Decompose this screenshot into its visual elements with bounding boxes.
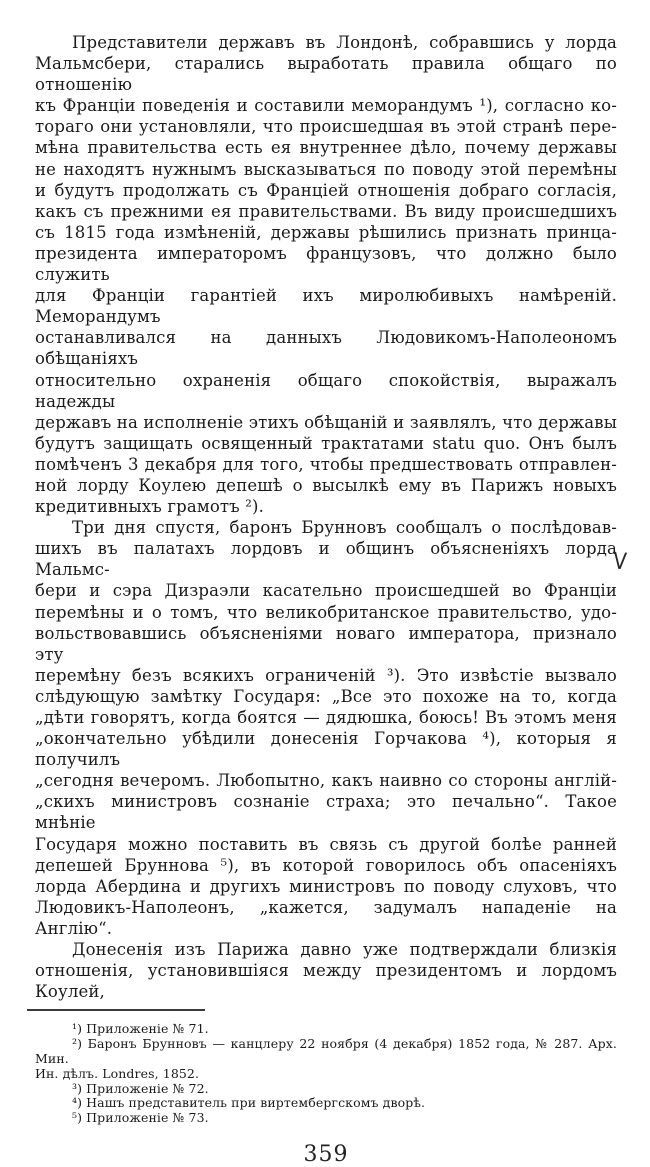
text-line: „скихъ министровъ сознаніе страха; это печально“. Такое мнѣніе bbox=[35, 792, 617, 833]
text-line: „окончательно убѣдили донесенія Горчакова ⁴), которыя я получилъ bbox=[35, 729, 617, 770]
text-line: Представители державъ въ Лондонѣ, собравшись у лорда bbox=[72, 33, 617, 52]
paragraph-3 bbox=[35, 939, 617, 1002]
text-line: ной лорду Коулею депешѣ о высылкѣ ему въ Парижъ новыхъ bbox=[35, 475, 617, 495]
text-line: депешей Бруннова ⁵), въ которой говорилось объ опасеніяхъ bbox=[35, 855, 617, 875]
text-line: вольствовавшись объясненіями новаго императора, признало эту bbox=[35, 623, 617, 664]
text-line: кредитивныхъ грамотъ ²). bbox=[35, 497, 264, 517]
text-line: Государя можно поставить въ связь съ другой болѣе ранней bbox=[35, 834, 617, 854]
text-line: Людовикъ-Наполеонъ, „кажется, задумалъ нападеніе на Англію“. bbox=[35, 897, 617, 938]
text-line: мѣна правительства есть ея внутреннее дѣло, почему державы bbox=[35, 138, 617, 158]
paragraph-1 bbox=[35, 32, 617, 517]
text-line: будутъ защищать освященный трактатами statu quo. Онъ былъ bbox=[35, 433, 617, 453]
text-line: державъ на исполненіе этихъ обѣщаній и заявлялъ, что державы bbox=[35, 412, 617, 432]
margin-checkmark: V bbox=[612, 548, 628, 576]
footnotes bbox=[35, 1022, 617, 1126]
text-line: отношенія, установившіяся между президентомъ и лордомъ Коулей, bbox=[35, 961, 617, 1002]
text-line: перемѣну безъ всякихъ ограниченій ³). Это извѣстіе вызвало bbox=[35, 665, 617, 685]
text-block bbox=[35, 32, 617, 1167]
text-line: останавливался на данныхъ Людовикомъ-Наполеономъ обѣщаніяхъ bbox=[35, 328, 617, 369]
text-line: Мальмсбери, старались выработать правила общаго по отношенію bbox=[35, 54, 617, 95]
text-line: Донесенія изъ Парижа давно уже подтверждали близкія bbox=[72, 940, 617, 960]
text-line: къ Франціи поведенія и составили меморандумъ ¹), согласно ко- bbox=[35, 96, 617, 116]
footnote-line: ⁵) Приложеніе № 73. bbox=[72, 1110, 209, 1126]
text-line: перемѣны и о томъ, что великобританское правительство, удо- bbox=[35, 602, 617, 622]
text-line: президента императоромъ французовъ, что должно было служить bbox=[35, 243, 617, 285]
footnote-line: ³) Приложеніе № 72. bbox=[72, 1080, 209, 1096]
text-line: относительно охраненія общаго спокойствія, выражалъ надежды bbox=[35, 370, 617, 411]
text-line: лорда Абердина и другихъ министровъ по поводу слуховъ, что bbox=[35, 876, 617, 896]
text-line: „сегодня вечеромъ. Любопытно, какъ наивно со стороны англій- bbox=[35, 771, 617, 791]
footnote-line: ⁴) Нашъ представитель при виртембергскомъ дворѣ. bbox=[72, 1095, 426, 1111]
text-line: и будутъ продолжать съ Франціей отношенія добраго согласія, bbox=[35, 180, 617, 200]
text-line: не находятъ нужнымъ высказываться по поводу этой перемѣны bbox=[35, 159, 617, 179]
text-line: „дѣти говорятъ, когда боятся — дядюшка, боюсь! Въ этомъ меня bbox=[35, 708, 617, 727]
footnote-line: Ин. дѣлъ. Londres, 1852. bbox=[35, 1065, 200, 1081]
text-line: съ 1815 года измѣненій, державы рѣшились признать принца- bbox=[35, 222, 617, 242]
page-number: 359 bbox=[303, 1141, 349, 1167]
text-line: шихъ въ палатахъ лордовъ и общинъ объясненіяхъ лорда Мальмс- bbox=[35, 539, 617, 580]
text-line: слѣдующую замѣтку Государя: „Все это похоже на то, когда bbox=[35, 686, 617, 706]
text-line: тораго они установляли, что происшедшая въ этой странѣ пере- bbox=[35, 117, 617, 137]
footnote-line: ²) Баронъ Брунновъ — канцлеру 22 ноября (4 декабря) 1852 года, № 287. Арх. Мин. bbox=[35, 1036, 617, 1066]
footnote-separator bbox=[27, 1009, 205, 1011]
text-line: для Франціи гарантіей ихъ миролюбивыхъ намѣреній. Меморандумъ bbox=[35, 286, 617, 327]
text-line: бери и сэра Дизраэли касательно происшедшей во Франціи bbox=[35, 581, 617, 601]
text-line: какъ съ прежними ея правительствами. Въ виду происшедшихъ bbox=[35, 201, 617, 221]
text-line: Три дня спустя, баронъ Брунновъ сообщалъ о послѣдовав- bbox=[72, 518, 617, 538]
paragraph-2 bbox=[35, 517, 617, 939]
text-line: помѣченъ 3 декабря для того, чтобы предшествовать отправлен- bbox=[35, 454, 617, 474]
footnote-line: ¹) Приложеніе № 71. bbox=[72, 1021, 209, 1037]
